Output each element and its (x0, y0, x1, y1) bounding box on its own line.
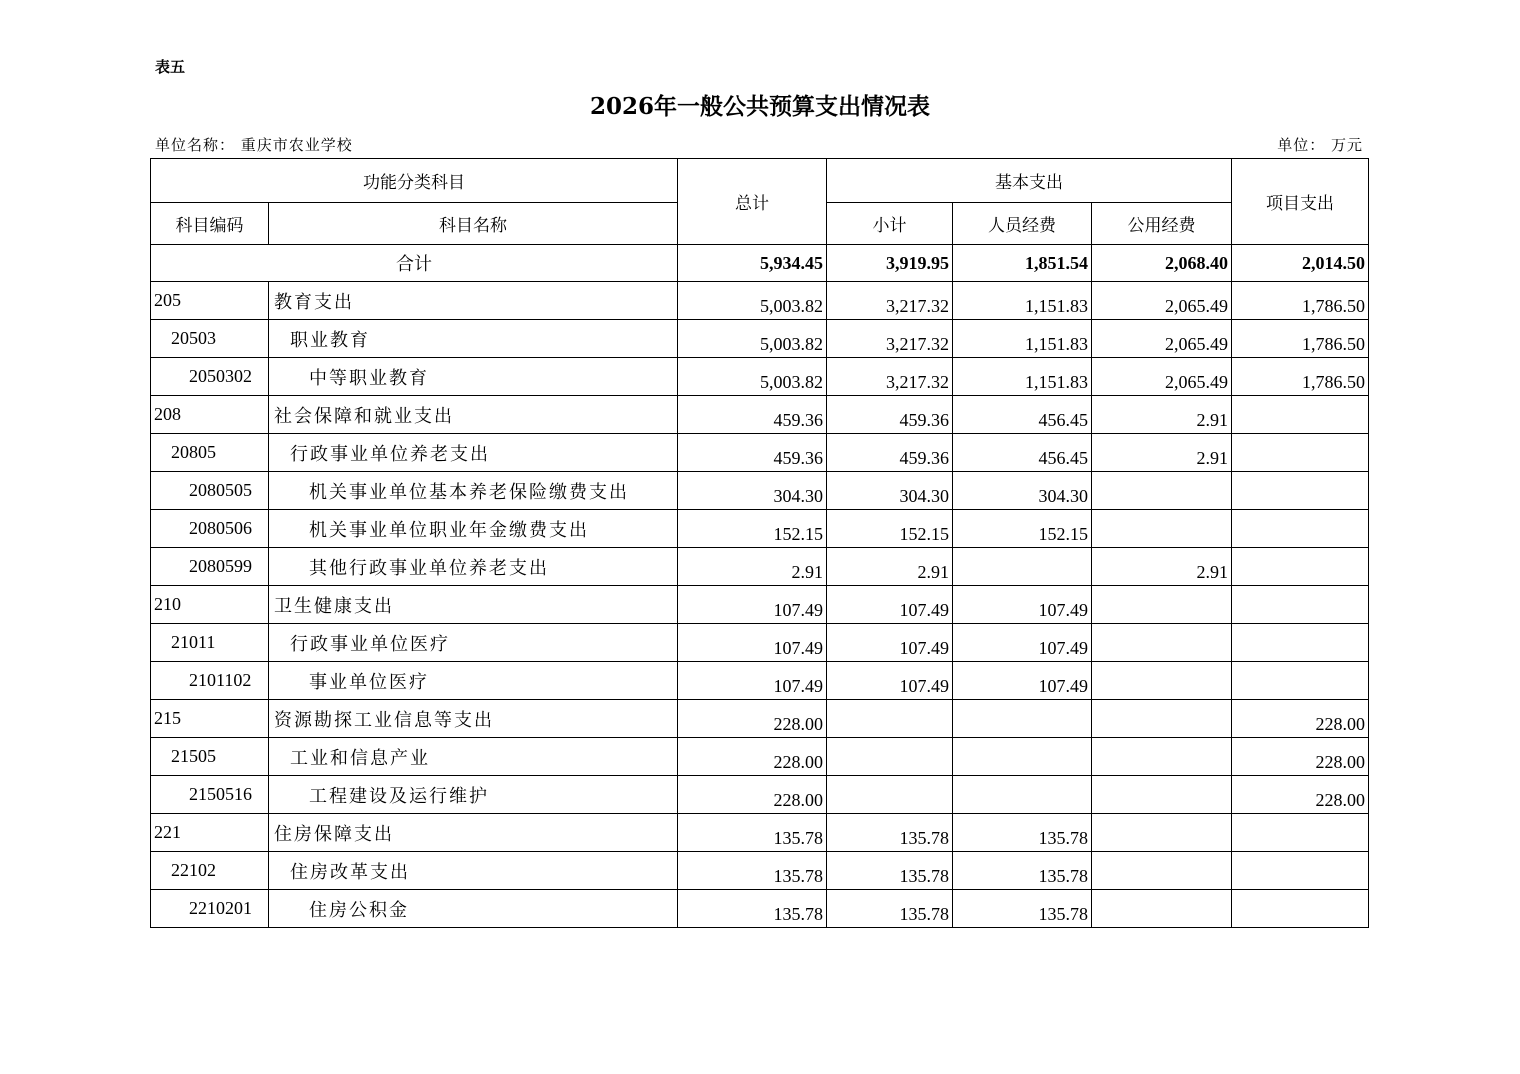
row-code: 21011 (151, 624, 269, 662)
header-public: 公用经费 (1092, 203, 1232, 245)
row-project (1232, 890, 1369, 928)
row-total: 5,003.82 (678, 358, 827, 396)
row-name: 卫生健康支出 (269, 586, 678, 624)
row-subtotal: 152.15 (827, 510, 953, 548)
row-personnel: 456.45 (953, 434, 1092, 472)
row-project: 1,786.50 (1232, 320, 1369, 358)
row-name: 职业教育 (269, 320, 678, 358)
row-project (1232, 586, 1369, 624)
row-project (1232, 510, 1369, 548)
row-subtotal: 107.49 (827, 662, 953, 700)
row-subtotal: 459.36 (827, 434, 953, 472)
row-total: 135.78 (678, 890, 827, 928)
total-personnel: 1,851.54 (953, 245, 1092, 282)
row-code: 208 (151, 396, 269, 434)
table-number: 表五 (155, 58, 186, 76)
header-func-category: 功能分类科目 (151, 159, 678, 203)
unit-name-label: 单位名称： 重庆市农业学校 (155, 136, 353, 154)
total-public: 2,068.40 (1092, 245, 1232, 282)
row-personnel: 1,151.83 (953, 358, 1092, 396)
row-public (1092, 776, 1232, 814)
row-total: 135.78 (678, 852, 827, 890)
row-total: 459.36 (678, 434, 827, 472)
table-row (151, 510, 1369, 548)
row-subtotal: 304.30 (827, 472, 953, 510)
header-subtotal: 小计 (827, 203, 953, 245)
row-total: 304.30 (678, 472, 827, 510)
row-code: 205 (151, 282, 269, 320)
row-total: 5,003.82 (678, 320, 827, 358)
row-public (1092, 814, 1232, 852)
row-code: 20805 (151, 434, 269, 472)
row-code: 2080599 (151, 548, 269, 586)
row-total: 152.15 (678, 510, 827, 548)
row-personnel (953, 776, 1092, 814)
table-row (151, 814, 1369, 852)
row-code: 2080506 (151, 510, 269, 548)
row-name: 资源勘探工业信息等支出 (269, 700, 678, 738)
table-row (151, 700, 1369, 738)
table-row (151, 434, 1369, 472)
table-row (151, 890, 1369, 928)
budget-table (150, 158, 1369, 928)
row-total: 2.91 (678, 548, 827, 586)
total-label: 合计 (151, 245, 678, 282)
row-personnel (953, 700, 1092, 738)
row-name: 住房改革支出 (269, 852, 678, 890)
row-personnel: 152.15 (953, 510, 1092, 548)
table-row (151, 662, 1369, 700)
row-personnel (953, 548, 1092, 586)
row-project: 228.00 (1232, 776, 1369, 814)
row-public (1092, 738, 1232, 776)
table-row (151, 624, 1369, 662)
row-project (1232, 434, 1369, 472)
row-public (1092, 624, 1232, 662)
row-project (1232, 814, 1369, 852)
row-personnel (953, 738, 1092, 776)
row-name: 住房保障支出 (269, 814, 678, 852)
row-name: 教育支出 (269, 282, 678, 320)
row-code: 21505 (151, 738, 269, 776)
header-name: 科目名称 (269, 203, 678, 245)
row-code: 2080505 (151, 472, 269, 510)
currency-unit-label: 单位： 万元 (1277, 136, 1363, 154)
table-row (151, 586, 1369, 624)
row-subtotal (827, 776, 953, 814)
row-public: 2,065.49 (1092, 282, 1232, 320)
table-row (151, 472, 1369, 510)
page-title: 2026年一般公共预算支出情况表 (589, 93, 930, 120)
row-personnel: 1,151.83 (953, 320, 1092, 358)
row-personnel: 304.30 (953, 472, 1092, 510)
table-row (151, 320, 1369, 358)
row-public (1092, 662, 1232, 700)
row-public (1092, 852, 1232, 890)
total-project: 2,014.50 (1232, 245, 1369, 282)
row-project (1232, 662, 1369, 700)
row-project (1232, 852, 1369, 890)
row-total: 107.49 (678, 586, 827, 624)
row-name: 住房公积金 (269, 890, 678, 928)
row-total: 228.00 (678, 700, 827, 738)
header-total: 总计 (678, 159, 827, 245)
table-row (151, 738, 1369, 776)
row-name: 中等职业教育 (269, 358, 678, 396)
row-total: 459.36 (678, 396, 827, 434)
row-subtotal: 107.49 (827, 624, 953, 662)
row-code: 2210201 (151, 890, 269, 928)
row-personnel: 1,151.83 (953, 282, 1092, 320)
table-row (151, 282, 1369, 320)
row-code: 22102 (151, 852, 269, 890)
row-personnel: 107.49 (953, 662, 1092, 700)
row-personnel: 135.78 (953, 890, 1092, 928)
row-name: 机关事业单位职业年金缴费支出 (269, 510, 678, 548)
row-subtotal: 2.91 (827, 548, 953, 586)
table-row (151, 776, 1369, 814)
row-code: 2050302 (151, 358, 269, 396)
header-basic: 基本支出 (827, 159, 1232, 203)
row-subtotal: 135.78 (827, 890, 953, 928)
header-code: 科目编码 (151, 203, 269, 245)
row-total: 228.00 (678, 776, 827, 814)
row-project: 228.00 (1232, 738, 1369, 776)
row-name: 行政事业单位养老支出 (269, 434, 678, 472)
row-name: 机关事业单位基本养老保险缴费支出 (269, 472, 678, 510)
row-project: 1,786.50 (1232, 282, 1369, 320)
row-subtotal (827, 700, 953, 738)
row-personnel: 135.78 (953, 852, 1092, 890)
total-row (151, 245, 1369, 282)
row-public: 2,065.49 (1092, 320, 1232, 358)
row-name: 事业单位医疗 (269, 662, 678, 700)
total-subtotal: 3,919.95 (827, 245, 953, 282)
row-subtotal: 3,217.32 (827, 282, 953, 320)
row-public: 2,065.49 (1092, 358, 1232, 396)
row-subtotal: 107.49 (827, 586, 953, 624)
row-public (1092, 586, 1232, 624)
table-row (151, 852, 1369, 890)
row-total: 107.49 (678, 624, 827, 662)
table-row (151, 548, 1369, 586)
row-code: 2101102 (151, 662, 269, 700)
row-name: 其他行政事业单位养老支出 (269, 548, 678, 586)
row-public (1092, 890, 1232, 928)
row-personnel: 456.45 (953, 396, 1092, 434)
row-subtotal: 135.78 (827, 814, 953, 852)
row-personnel: 135.78 (953, 814, 1092, 852)
row-code: 210 (151, 586, 269, 624)
row-subtotal: 135.78 (827, 852, 953, 890)
row-subtotal (827, 738, 953, 776)
row-name: 行政事业单位医疗 (269, 624, 678, 662)
row-total: 228.00 (678, 738, 827, 776)
row-public (1092, 510, 1232, 548)
header-personnel: 人员经费 (953, 203, 1092, 245)
row-total: 5,003.82 (678, 282, 827, 320)
row-code: 2150516 (151, 776, 269, 814)
row-subtotal: 459.36 (827, 396, 953, 434)
table-row (151, 358, 1369, 396)
row-code: 20503 (151, 320, 269, 358)
total-total: 5,934.45 (678, 245, 827, 282)
row-public (1092, 700, 1232, 738)
row-code: 221 (151, 814, 269, 852)
row-subtotal: 3,217.32 (827, 358, 953, 396)
row-public: 2.91 (1092, 396, 1232, 434)
row-total: 107.49 (678, 662, 827, 700)
header-project: 项目支出 (1232, 159, 1369, 245)
row-project: 1,786.50 (1232, 358, 1369, 396)
row-project: 228.00 (1232, 700, 1369, 738)
row-project (1232, 624, 1369, 662)
row-personnel: 107.49 (953, 586, 1092, 624)
row-personnel: 107.49 (953, 624, 1092, 662)
row-code: 215 (151, 700, 269, 738)
row-subtotal: 3,217.32 (827, 320, 953, 358)
row-name: 社会保障和就业支出 (269, 396, 678, 434)
row-project (1232, 472, 1369, 510)
row-project (1232, 396, 1369, 434)
row-total: 135.78 (678, 814, 827, 852)
row-project (1232, 548, 1369, 586)
row-public: 2.91 (1092, 434, 1232, 472)
table-row (151, 396, 1369, 434)
row-public: 2.91 (1092, 548, 1232, 586)
row-public (1092, 472, 1232, 510)
row-name: 工程建设及运行维护 (269, 776, 678, 814)
row-name: 工业和信息产业 (269, 738, 678, 776)
